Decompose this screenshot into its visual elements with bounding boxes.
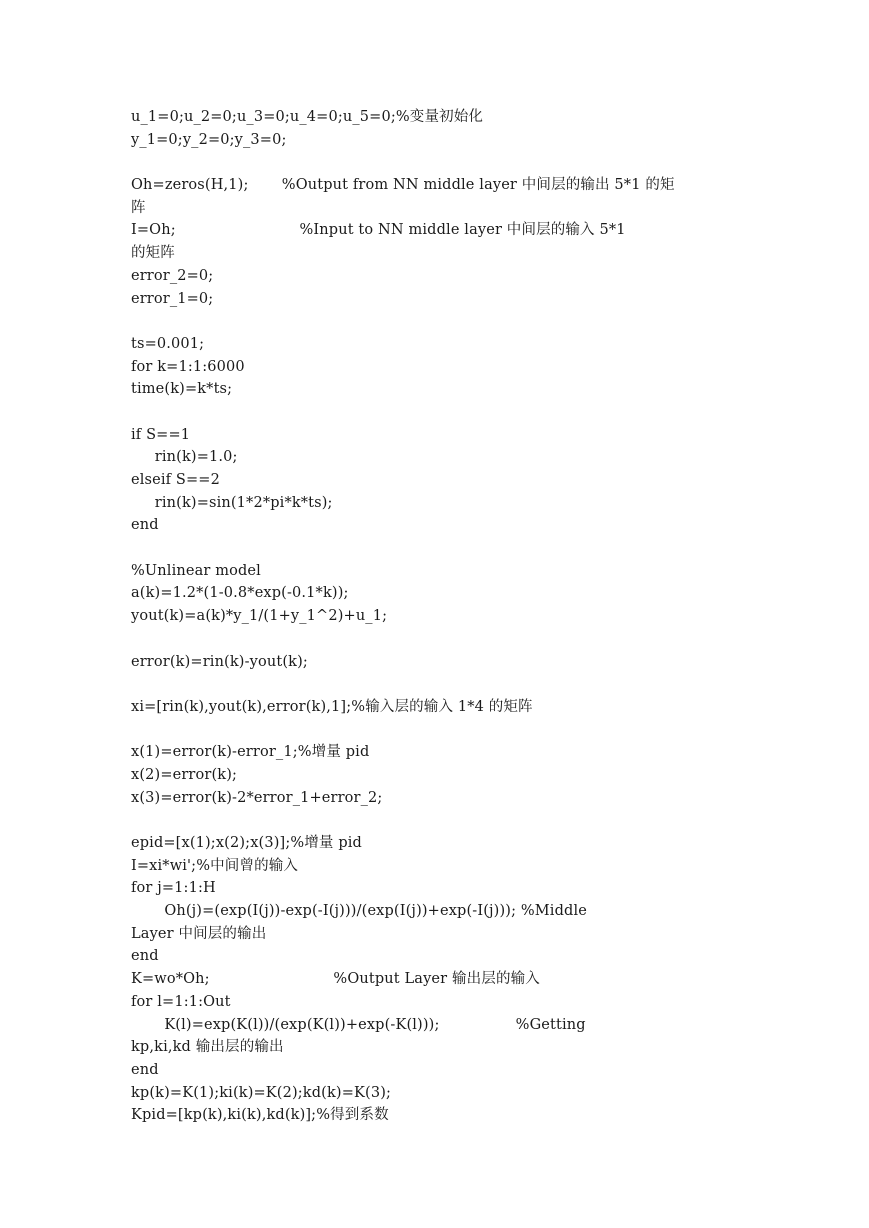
- code-line: kp,ki,kd 输出层的输出: [131, 1039, 284, 1056]
- code-line: ts=0.001;: [131, 335, 205, 352]
- code-line: x(3)=error(k)-2*error_1+error_2;: [131, 789, 383, 806]
- blank-line: [131, 673, 743, 696]
- code-line: x(2)=error(k);: [131, 766, 238, 783]
- code-line: epid=[x(1);x(2);x(3)];%增量 pid: [131, 835, 362, 851]
- code-line: I=Oh; %Input to NN middle layer 中间层的输入 5*1: [131, 222, 626, 239]
- code-line: for j=1:1:H: [131, 880, 216, 897]
- code-line: elseif S==2: [131, 472, 220, 488]
- code-line: for k=1:1:6000: [131, 358, 245, 375]
- code-line: Oh(j)=(exp(I(j))-exp(-I(j)))/(exp(I(j))+exp(-I(j))); %Middle: [131, 903, 587, 920]
- code-line: if S==1: [131, 426, 191, 443]
- code-line: end: [131, 1061, 159, 1078]
- blank-line: [131, 401, 743, 424]
- code-line: end: [131, 517, 159, 534]
- code-line: 的矩阵: [131, 245, 175, 262]
- code-line: a(k)=1.2*(1-0.8*exp(-0.1*k));: [131, 585, 349, 602]
- blank-line: [131, 628, 743, 651]
- code-line: x(1)=error(k)-error_1;%增量 pid: [131, 744, 370, 761]
- blank-line: [131, 310, 743, 333]
- blank-line: [131, 719, 743, 742]
- matlab-code-block: [131, 106, 743, 1127]
- code-line: 阵: [131, 199, 146, 216]
- code-line: xi=[rin(k),yout(k),error(k),1];%输入层的输入 1*4 的矩阵: [131, 698, 533, 715]
- code-line: rin(k)=sin(1*2*pi*k*ts);: [131, 494, 333, 511]
- blank-line: [131, 809, 743, 832]
- code-line: y_1=0;y_2=0;y_3=0;: [131, 131, 287, 148]
- code-line: error_1=0;: [131, 290, 214, 307]
- code-line: kp(k)=K(1);ki(k)=K(2);kd(k)=K(3);: [131, 1084, 392, 1101]
- code-line: error_2=0;: [131, 267, 214, 284]
- blank-line: [131, 537, 743, 560]
- code-line: Layer 中间层的输出: [131, 925, 267, 942]
- code-line: time(k)=k*ts;: [131, 381, 233, 398]
- code-line: end: [131, 948, 159, 965]
- code-line: for l=1:1:Out: [131, 993, 231, 1010]
- code-line: K(l)=exp(K(l))/(exp(K(l))+exp(-K(l))); %Getting: [131, 1016, 586, 1033]
- code-line: Kpid=[kp(k),ki(k),kd(k)];%得到系数: [131, 1107, 389, 1124]
- code-line: I=xi*wi';%中间曾的输入: [131, 857, 299, 874]
- code-line: %Unlinear model: [131, 562, 261, 579]
- code-line: yout(k)=a(k)*y_1/(1+y_1^2)+u_1;: [131, 608, 388, 625]
- code-line: Oh=zeros(H,1); %Output from NN middle layer 中间层的输出 5*1 的矩: [131, 177, 675, 194]
- code-line: error(k)=rin(k)-yout(k);: [131, 653, 308, 670]
- code-line: u_1=0;u_2=0;u_3=0;u_4=0;u_5=0;%变量初始化: [131, 109, 484, 125]
- code-line: K=wo*Oh; %Output Layer 输出层的输入: [131, 971, 540, 988]
- code-line: rin(k)=1.0;: [131, 449, 238, 466]
- blank-line: [131, 151, 743, 174]
